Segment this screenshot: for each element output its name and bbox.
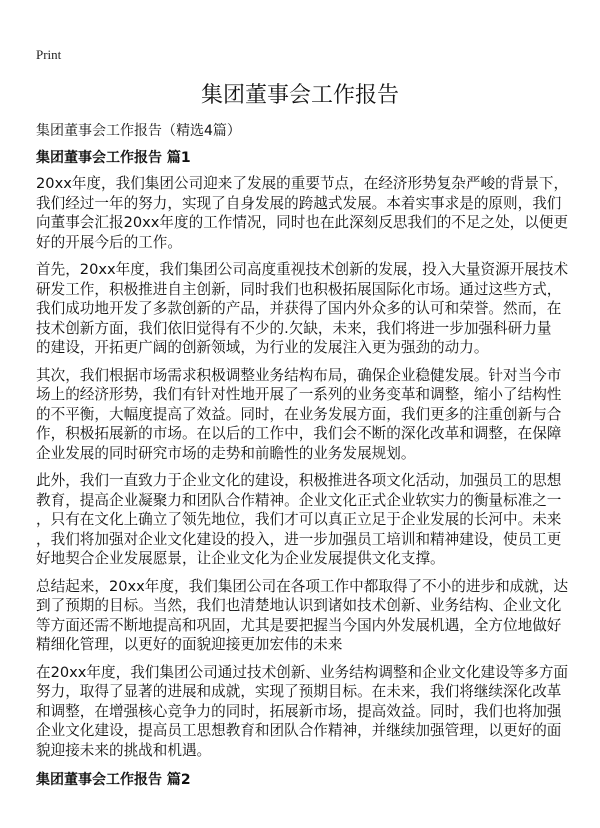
paragraph bbox=[36, 174, 569, 252]
paragraph-line: 向董事会汇报20xx年度的工作情况，同时也在此深刻反思我们的不足之处，以便更 bbox=[36, 214, 569, 231]
paragraph-line: ，我们将加强对企业文化建设的投入，进一步加强员工培训和精神建设，使员工更 bbox=[36, 530, 562, 548]
paragraph-line: 的建设，开拓更广阔的创新领域，为行业的发展注入更为强劲的动力。 bbox=[36, 339, 489, 356]
paragraph-line: 等方面还需不断地提高和巩固，尤其是要把握当今国内外发展机遇，全方位地做好 bbox=[36, 616, 562, 634]
document-body bbox=[36, 148, 569, 796]
paragraph-line: 努力，取得了显著的进展和成就，实现了预期目标。在未来，我们将继续深化改革 bbox=[36, 683, 562, 700]
paragraph-line: 企业文化建设，提高员工思想教育和团队合作精神，并继续加强管理，以更好的面 bbox=[36, 722, 562, 739]
paragraph-line: 教育，提高企业凝聚力和团队合作精神。企业文化正式企业软实力的衡量标准之一 bbox=[36, 491, 562, 509]
paragraph-line: 作，积极拓展新的市场。在以后的工作中，我们会不断的深化改革和调整，在保障 bbox=[36, 425, 562, 442]
paragraph-line: 其次，我们根据市场需求积极调整业务结构布局，确保企业稳健发展。针对当今市 bbox=[36, 366, 562, 384]
document-subtitle: 集团董事会工作报告（精选4篇） bbox=[36, 123, 241, 139]
paragraph-line: 好地契合企业发展愿景，让企业文化为企业发展提供文化支撑。 bbox=[36, 550, 445, 567]
paragraph-line: 企业发展的同时研究市场的走势和前瞻性的业务发展规划。 bbox=[36, 444, 416, 462]
print-link[interactable]: Print bbox=[36, 47, 62, 62]
paragraph bbox=[36, 663, 569, 761]
paragraph-line: 我们经过一年的努力，实现了自身发展的跨越式发展。本着实事求是的原则，我们 bbox=[36, 194, 562, 212]
paragraph-line: 精细化管理，以更好的面貌迎接更加宏伟的未来 bbox=[36, 636, 343, 653]
paragraph-line: 的不平衡，大幅度提高了效益。同时，在业务发展方面，我们更多的注重创新与合 bbox=[36, 405, 562, 423]
paragraph-line: 在20xx年度，我们集团公司通过技术创新、业务结构调整和企业文化建设等多方面 bbox=[36, 663, 569, 681]
paragraph-line: 技术创新方面，我们依旧觉得有不少的.欠缺，未来，我们将进一步加强科研力量 bbox=[36, 319, 552, 337]
section-heading: 集团董事会工作报告 篇2 bbox=[36, 772, 191, 788]
page-title: 集团董事会工作报告 bbox=[200, 83, 399, 108]
paragraph-line: 研发工作，积极推进自主创新，同时我们也积极拓展国际化市场。通过这些方式， bbox=[36, 280, 562, 298]
paragraph-line: 总结起来，20xx年度，我们集团公司在各项工作中都取得了不小的进步和成就，达 bbox=[36, 577, 569, 595]
paragraph bbox=[36, 471, 566, 569]
section-heading: 集团董事会工作报告 篇1 bbox=[36, 150, 191, 166]
paragraph-line: 好的开展今后的工作。 bbox=[36, 233, 182, 251]
paragraph-line: 此外，我们一直致力于企业文化的建设，积极推进各项文化活动，加强员工的思想 bbox=[36, 472, 562, 489]
paragraph bbox=[36, 260, 569, 358]
paragraph-line: 场上的经济形势，我们有针对性地开展了一系列的业务变革和调整，缩小了结构性 bbox=[36, 386, 562, 403]
paragraph-line: 貌迎接未来的挑战和机遇。 bbox=[36, 741, 212, 759]
paragraph-line: 首先，20xx年度，我们集团公司高度重视技术创新的发展，投入大量资源开展技术 bbox=[36, 261, 569, 278]
paragraph-line: 和调整，在增强核心竞争力的同时，拓展新市场，提高效益。同时，我们也将加强 bbox=[36, 702, 562, 720]
paragraph-line: ，只有在文化上确立了领先地位，我们才可以真正立足于企业发展的长河中。未来 bbox=[36, 511, 562, 528]
paragraph-line: 20xx年度，我们集团公司迎来了发展的重要节点，在经济形势复杂严峻的背景下， bbox=[36, 175, 569, 192]
paragraph-line: 我们成功地开发了多款创新的产品，并获得了国内外众多的认可和荣誉。然而，在 bbox=[36, 300, 562, 317]
paragraph-line: 到了预期的目标。当然，我们也清楚地认识到诸如技术创新、业务结构、企业文化 bbox=[36, 597, 562, 614]
paragraph bbox=[36, 366, 566, 464]
paragraph bbox=[36, 577, 569, 655]
